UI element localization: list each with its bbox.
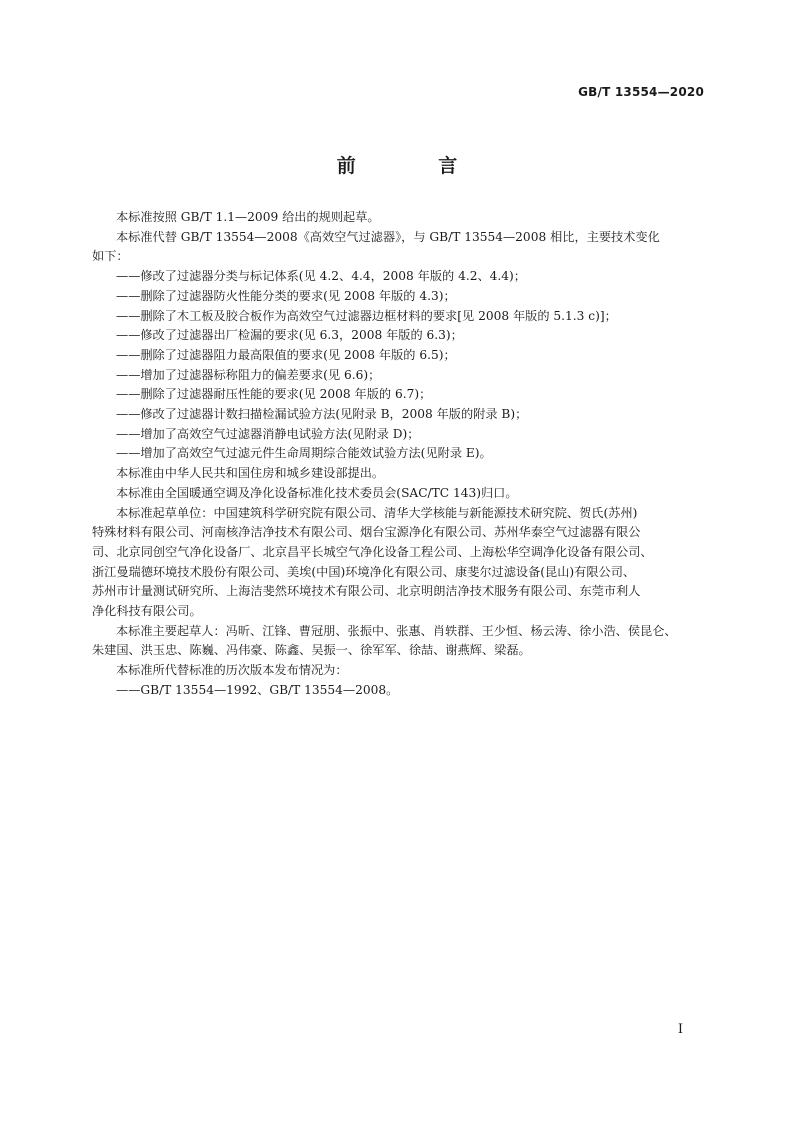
change-item: ——删除了过滤器耐压性能的要求(见 2008 年版的 6.7)；: [116, 387, 432, 402]
change-item: ——修改了过滤器分类与标记体系(见 4.2、4.4，2008 年版的 4.2、4.4)；: [116, 269, 526, 284]
change-item: ——修改了过滤器计数扫描检漏试验方法(见附录 B，2008 年版的附录 B)；: [116, 407, 528, 422]
change-item: ——修改了过滤器出厂检漏的要求(见 6.3，2008 年版的 6.3)；: [116, 328, 463, 343]
proposed-by-paragraph: 本标准由中华人民共和国住房和城乡建设部提出。: [116, 466, 385, 481]
change-item: ——删除了过滤器防火性能分类的要求(见 2008 年版的 4.3)；: [116, 288, 456, 303]
foreword-content: [92, 208, 706, 701]
change-item: ——删除了过滤器阻力最高限值的要求(见 2008 年版的 6.5)；: [116, 347, 456, 362]
intro-paragraph: 本标准按照 GB/T 1.1—2009 给出的规则起草。: [116, 210, 380, 224]
page-number: I: [677, 1022, 683, 1037]
change-item: ——删除了木工板及胶合板作为高效空气过滤器边框材料的要求[见 2008 年版的 5.1.3 c)]；: [116, 308, 617, 323]
replace-paragraph-line-2: 如下：: [92, 249, 129, 264]
page-title: 前 言: [336, 155, 496, 177]
drafting-units-line: 浙江曼瑞德环境技术股份有限公司、美埃(中国)环境净化有限公司、康斐尔过滤设备(昆山)有限公司、: [92, 564, 636, 579]
managed-by-paragraph: 本标准由全国暖通空调及净化设备标准化技术委员会(SAC/TC 143)归口。: [116, 485, 518, 500]
change-item: ——增加了高效空气过滤器消静电试验方法(见附录 D)；: [116, 426, 420, 441]
change-item: ——增加了高效空气过滤元件生命周期综合能效试验方法(见附录 E)。: [116, 446, 492, 461]
history-intro-paragraph: 本标准所代替标准的历次版本发布情况为：: [116, 663, 348, 678]
standard-number: GB/T 13554—2020: [578, 85, 704, 99]
history-item: ——GB/T 13554—1992、GB/T 13554—2008。: [116, 682, 399, 697]
drafting-units-line: 本标准起草单位：中国建筑科学研究院有限公司、清华大学核能与新能源技术研究院、贺氏(苏州): [116, 505, 638, 520]
drafting-units-line: 司、北京同创空气净化设备厂、北京昌平长城空气净化设备工程公司、上海松华空调净化设备有限公司、: [92, 544, 653, 559]
change-item: ——增加了过滤器标称阻力的偏差要求(见 6.6)；: [116, 367, 381, 382]
drafting-units-line: 净化科技有限公司。: [92, 604, 202, 619]
drafters-line: 本标准主要起草人：冯昕、江锋、曹冠朋、张振中、张惠、肖轶群、王少恒、杨云涛、徐小浩、侯昆仑、: [116, 623, 677, 638]
drafting-units-line: 特殊材料有限公司、河南核净洁净技术有限公司、烟台宝源净化有限公司、苏州华泰空气过滤器有限公: [92, 525, 641, 540]
replace-paragraph-line-1: 本标准代替 GB/T 13554—2008《高效空气过滤器》，与 GB/T 13554—2008 相比，主要技术变化: [116, 229, 660, 244]
drafting-units-line: 苏州市计量测试研究所、上海洁斐然环境技术有限公司、北京明朗洁净技术服务有限公司、东莞市利人: [92, 584, 641, 599]
drafters-line: 朱建国、洪玉忠、陈巍、冯伟豪、陈鑫、吴振一、徐军军、徐喆、谢燕辉、梁磊。: [92, 643, 531, 658]
